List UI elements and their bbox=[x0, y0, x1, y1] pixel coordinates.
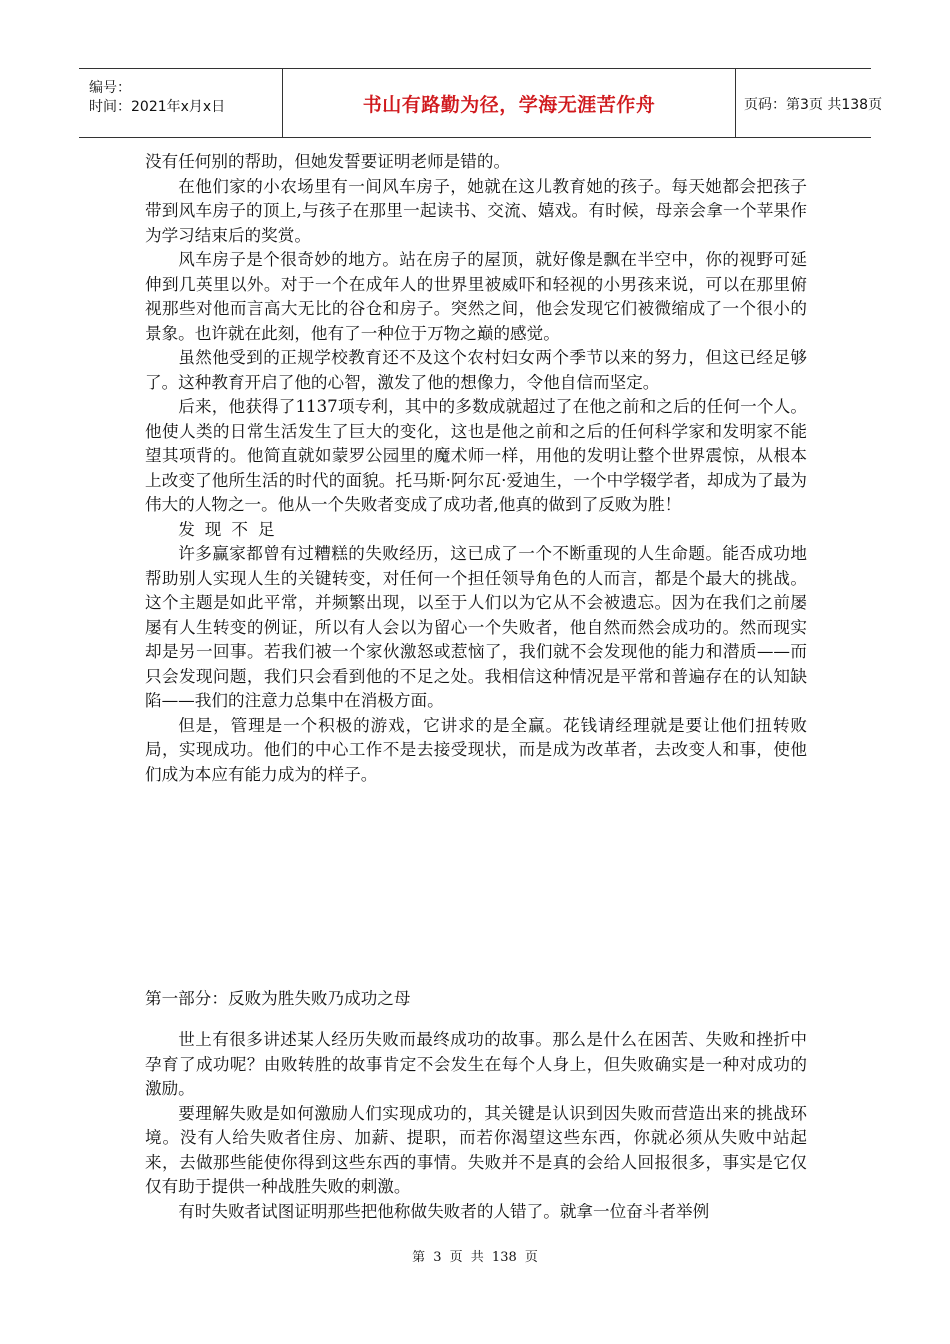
paragraph: 许多赢家都曾有过糟糕的失败经历，这已成了一个不断重现的人生命题。能否成功地帮助别人实现人生的关键转变，对任何一个担任领导角色的人而言，都是个最大的挑战。这个主题是如此平常，并频繁出现，以至于人们以为它从不会被遗忘。因为在我们之前屡屡有人生转变的例证，所以有人会以为留心一个失败者，他自然而然会成功的。然而现实却是另一回事。若我们被一个家伙激怒或惹恼了，我们就不会发现他的能力和潜质——而只会发现问题，我们只会看到他的不足之处。我相信这种情况是平常和普遍存在的认知缺陷——我们的注意力总集中在消极方面。 bbox=[145, 544, 807, 710]
page-footer: 第 3 页 共 138 页 bbox=[412, 1250, 538, 1265]
section-body-text bbox=[145, 1028, 807, 1224]
paragraph: 有时失败者试图证明那些把他称做失败者的人错了。就拿一位奋斗者举例 bbox=[178, 1201, 710, 1221]
paragraph: 在他们家的小农场里有一间风车房子，她就在这儿教育她的孩子。每天她都会把孩子带到风车房子的顶上,与孩子在那里一起读书、交流、嬉戏。有时候，母亲会拿一个苹果作为学习结束后的奖赏。 bbox=[145, 176, 807, 245]
subheading: 发现不足 bbox=[178, 519, 285, 539]
header-page-number: 页码：第3页 共138页 bbox=[744, 97, 883, 113]
body-text bbox=[145, 150, 807, 787]
header-meta-cell bbox=[79, 69, 283, 137]
header-page-cell bbox=[736, 69, 883, 137]
paragraph: 没有任何别的帮助，但她发誓要证明老师是错的。 bbox=[145, 152, 511, 171]
paragraph: 后来，他获得了1137项专利，其中的多数成就超过了在他之前和之后的任何一个人。他使人类的日常生活发生了巨大的变化，这也是他之前和之后的任何科学家和发明家不能望其项背的。他简直就如蒙罗公园里的魔术师一样，用他的发明让整个世界震惊，从根本上改变了他所生活的时代的面貌。托马斯·阿尔瓦·爱迪生，一个中学辍学者，却成为了最为伟大的人物之一。他从一个失败者变成了成功者,他真的做到了反败为胜！ bbox=[145, 397, 807, 514]
section-title: 第一部分：反败为胜失败乃成功之母 bbox=[145, 989, 411, 1008]
paragraph: 但是，管理是一个积极的游戏，它讲求的是全赢。花钱请经理就是要让他们扭转败局，实现成功。他们的中心工作不是去接受现状，而是成为改革者，去改变人和事，使他们成为本应有能力成为的样子。 bbox=[145, 715, 807, 784]
document-number-label: 编号： bbox=[89, 80, 131, 96]
document-header bbox=[79, 68, 883, 138]
document-date-label: 时间：2021年x月x日 bbox=[89, 99, 226, 115]
paragraph: 风车房子是个很奇妙的地方。站在房子的屋顶，就好像是飘在半空中，你的视野可延伸到几英里以外。对于一个在成年人的世界里被威吓和轻视的小男孩来说，可以在那里俯视那些对他而言高大无比的谷仓和房子。突然之间，他会发现它们被微缩成了一个很小的景象。也许就在此刻，他有了一种位于万物之巅的感觉。 bbox=[145, 250, 807, 343]
header-motto: 书山有路勤为径，学海无涯苦作舟 bbox=[362, 94, 656, 116]
header-motto-cell bbox=[283, 69, 736, 137]
paragraph: 虽然他受到的正规学校教育还不及这个农村妇女两个季节以来的努力，但这已经足够了。这种教育开启了他的心智，激发了他的想像力，令他自信而坚定。 bbox=[145, 348, 807, 392]
paragraph: 世上有很多讲述某人经历失败而最终成功的故事。那么是什么在困苦、失败和挫折中孕育了成功呢？由败转胜的故事肯定不会发生在每个人身上，但失败确实是一种对成功的激励。 bbox=[145, 1030, 807, 1098]
paragraph: 要理解失败是如何激励人们实现成功的，其关键是认识到因失败而营造出来的挑战环境。没有人给失败者住房、加薪、提职，而若你渴望这些东西，你就必须从失败中站起来，去做那些能使你得到这些东西的事情。失败并不是真的会给人回报很多，事实是它仅仅有助于提供一种战胜失败的刺激。 bbox=[145, 1103, 807, 1196]
